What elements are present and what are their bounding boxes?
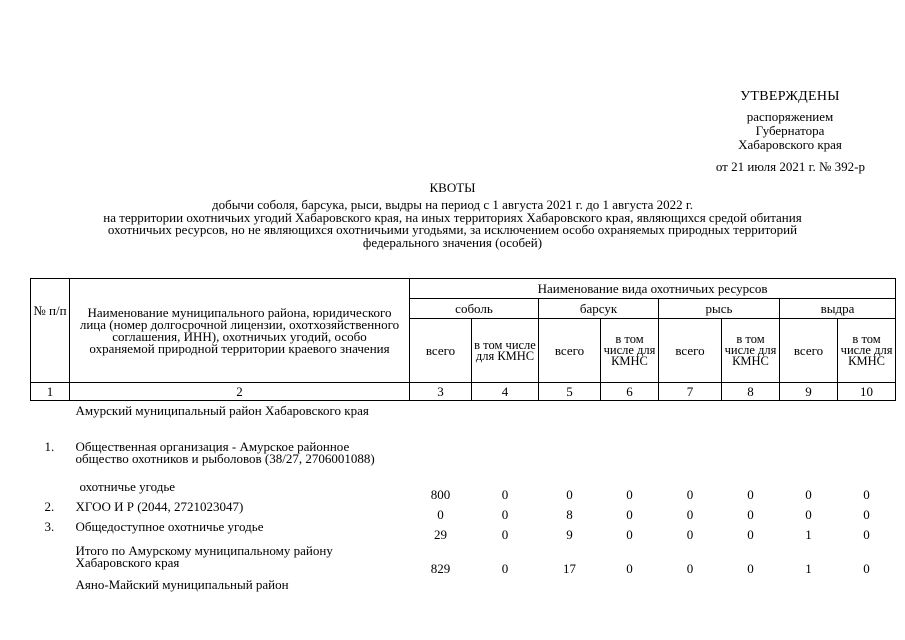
table-row <box>31 481 896 501</box>
row-value: 0 <box>626 486 633 502</box>
row-name: ХГОО И Р (2044, 2721023047) <box>75 498 244 514</box>
column-number: 4 <box>472 383 539 401</box>
row-value: 0 <box>686 526 694 542</box>
row-index: 1. <box>44 438 55 454</box>
row-value: 0 <box>863 506 870 522</box>
approval-date: от 21 июля 2021 г. № 392-р <box>715 159 865 174</box>
row-value <box>601 575 659 595</box>
header-kmns: в том числе для КМНС <box>722 319 780 383</box>
row-value: 0 <box>863 560 870 576</box>
quota-table <box>30 278 896 595</box>
header-kmns: в том числе для КМНС <box>838 319 896 383</box>
row-value: 29 <box>434 526 447 542</box>
header-total: всего <box>780 319 838 383</box>
row-value <box>601 401 659 437</box>
table-row <box>31 437 896 481</box>
row-index: 2. <box>44 498 55 514</box>
row-value <box>838 437 896 481</box>
row-name: Общедоступное охотничье угодье <box>75 518 264 534</box>
header-resources: Наименование вида охотничьих ресурсов <box>410 279 896 299</box>
row-value: 829 <box>430 560 451 576</box>
header-no: № п/п <box>31 279 70 383</box>
row-value <box>838 401 896 437</box>
row-value <box>539 575 601 595</box>
column-number: 2 <box>70 383 410 401</box>
header-total: всего <box>539 319 601 383</box>
row-value: 0 <box>686 486 694 502</box>
row-index: 3. <box>44 518 55 534</box>
approval-heading: УТВЕРЖДЕНЫ <box>740 89 840 104</box>
row-value: 0 <box>501 486 509 502</box>
row-value <box>472 575 539 595</box>
row-value: 0 <box>686 506 694 522</box>
approval-line-3: Хабаровского края <box>738 137 842 152</box>
table-row <box>31 575 896 595</box>
header-species-otter: выдра <box>780 299 896 319</box>
header-species-badger: барсук <box>539 299 659 319</box>
row-value: 800 <box>430 486 451 502</box>
row-value <box>410 575 472 595</box>
row-value: 0 <box>747 560 754 576</box>
approval-line-1: распоряжением <box>746 109 834 124</box>
table-row <box>31 401 896 437</box>
row-value <box>780 575 838 595</box>
subtitle-line-3: охотничьих ресурсов, но не являющихся охотничьими угодьями, за исключением особо охраняемых природных территорий <box>107 222 798 237</box>
row-index <box>31 401 70 437</box>
row-value: 0 <box>501 506 509 522</box>
row-value <box>410 437 472 481</box>
column-number: 5 <box>539 383 601 401</box>
row-value: 1 <box>805 560 812 576</box>
row-value: 0 <box>863 486 870 502</box>
row-value: 1 <box>805 526 812 542</box>
row-value: 0 <box>626 560 633 576</box>
row-value: 0 <box>437 506 444 522</box>
row-value: 0 <box>501 560 509 576</box>
header-kmns: в том числе для КМНС <box>601 319 659 383</box>
row-value: 0 <box>747 526 754 542</box>
header-total: всего <box>410 319 472 383</box>
document-subtitle <box>40 199 865 249</box>
column-number: 9 <box>780 383 838 401</box>
header-species-lynx: рысь <box>659 299 780 319</box>
row-name: Итого по Амурскому муниципальному району Хабаровского края <box>75 542 333 570</box>
row-value <box>659 437 722 481</box>
row-value: 0 <box>686 560 694 576</box>
row-value: 0 <box>747 486 754 502</box>
subtitle-line-2: на территории охотничьих угодий Хабаровского края, на иных территориях Хабаровского края, являющихся средой обитания <box>103 209 802 225</box>
row-name: охотничье угодье <box>79 478 176 494</box>
column-number: 8 <box>722 383 780 401</box>
subtitle-line-1: добычи соболя, барсука, рыси, выдры на период с 1 августа 2021 г. до 1 августа 2022 г. <box>212 197 693 212</box>
row-value: 0 <box>805 486 812 502</box>
row-value: 0 <box>501 526 509 542</box>
row-value: 0 <box>626 506 633 522</box>
row-value: 17 <box>563 560 576 576</box>
row-value: 0 <box>566 486 573 502</box>
row-name: Общественная организация - Амурское районное общество охотников и рыболовов (38/27, 2706001088) <box>75 438 375 466</box>
header-name: Наименование муниципального района, юридического лица (номер долгосрочной лицензии, охотхозяйственного соглашения, ИНН), охотничьих угодий, особо охраняемой природной территории краевого значения <box>70 279 410 383</box>
row-value <box>601 437 659 481</box>
table-row <box>31 501 896 521</box>
row-index <box>31 575 70 595</box>
approval-line-2: Губернатора <box>755 123 825 138</box>
table-row <box>31 521 896 541</box>
row-value <box>659 401 722 437</box>
row-value <box>410 401 472 437</box>
subtitle-line-4: федерального значения (особей) <box>362 234 543 250</box>
row-value: 0 <box>626 526 633 542</box>
table-row <box>31 541 896 575</box>
header-total: всего <box>659 319 722 383</box>
column-number: 1 <box>31 383 70 401</box>
row-value <box>780 437 838 481</box>
row-value <box>838 575 896 595</box>
row-value <box>539 437 601 481</box>
column-number: 7 <box>659 383 722 401</box>
row-value: 8 <box>566 506 573 522</box>
row-index <box>31 481 70 501</box>
row-value <box>722 401 780 437</box>
column-number: 10 <box>838 383 896 401</box>
column-number: 3 <box>410 383 472 401</box>
row-value: 0 <box>747 506 754 522</box>
header-species-sable: соболь <box>410 299 539 319</box>
row-value <box>659 575 722 595</box>
row-value <box>539 401 601 437</box>
row-value <box>722 575 780 595</box>
header-kmns: в том числе для КМНС <box>472 319 539 383</box>
row-value <box>472 401 539 437</box>
row-name: Амурский муниципальный район Хабаровского края <box>75 403 369 418</box>
approval-block <box>655 90 865 174</box>
document-title: КВОТЫ <box>429 180 476 195</box>
row-index <box>31 541 70 575</box>
column-number: 6 <box>601 383 659 401</box>
row-value: 0 <box>805 506 812 522</box>
row-value <box>472 437 539 481</box>
row-value: 0 <box>863 526 870 542</box>
row-value <box>780 401 838 437</box>
row-value: 9 <box>566 526 573 542</box>
row-name: Аяно-Майский муниципальный район <box>75 576 289 592</box>
row-value <box>722 437 780 481</box>
